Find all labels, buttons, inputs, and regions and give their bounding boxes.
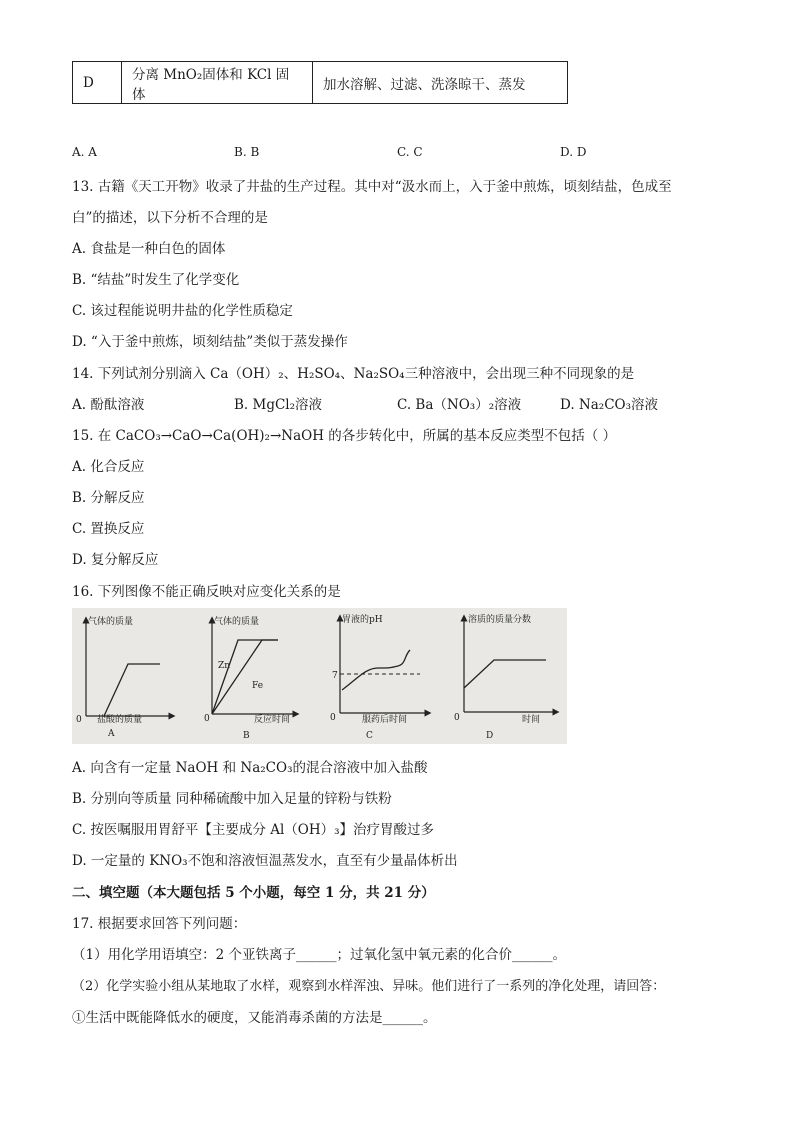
graph-d-ylabel: 溶质的质量分数 (468, 615, 532, 625)
graph-d (454, 613, 556, 741)
graph-c (330, 613, 428, 741)
graph-c-letter: C (366, 731, 373, 741)
graph-a-letter: A (108, 729, 115, 739)
graph-b-fe-label: Fe (252, 681, 264, 691)
q12-option-a[interactable]: A. A (72, 145, 97, 159)
section-2-heading: 二、填空题（本大题包括 5 个小题，每空 1 分，共 21 分） (72, 885, 435, 901)
q13-stem-line1: 13. 古籍《天工开物》收录了井盐的生产过程。其中对“汲水而上，入于釜中煎炼，顷刻结盐，色成至 (72, 179, 672, 195)
q16-option-c[interactable]: C. 按医嘱服用胃舒平【主要成分 Al（OH）₃】治疗胃酸过多 (72, 822, 435, 838)
graph-c-xlabel: 服药后时间 (362, 715, 408, 725)
graph-d-origin: 0 (454, 713, 460, 723)
graph-b-zn-label: Zn (218, 661, 231, 671)
q16-graphs-svg (72, 608, 567, 744)
q14-option-a[interactable]: A. 酚酞溶液 (72, 397, 145, 413)
q16-option-d[interactable]: D. 一定量的 KNO₃不饱和溶液恒温蒸发水，直至有少量晶体析出 (72, 853, 458, 869)
graph-d-letter: D (486, 731, 494, 741)
graph-c-ref-label: 7 (332, 671, 338, 681)
graph-c-curve (342, 650, 410, 690)
graph-b-origin: 0 (204, 714, 210, 724)
options-table (72, 61, 568, 104)
q13-option-d[interactable]: D. “入于釜中煎炼，顷刻结盐”类似于蒸发操作 (72, 334, 348, 350)
graph-d-xlabel: 时间 (522, 715, 541, 725)
q14-option-b[interactable]: B. MgCl₂溶液 (234, 397, 323, 413)
row-letter: D (73, 62, 122, 104)
row-task: 分离 MnO₂固体和 KCl 固体 (122, 62, 313, 104)
graph-d-curve (464, 660, 546, 688)
q12-option-b[interactable]: B. B (234, 145, 260, 159)
q15-option-b[interactable]: B. 分解反应 (72, 490, 145, 506)
graph-b-zn-curve (212, 640, 278, 714)
graph-b (204, 615, 296, 741)
q17-part2: （2）化学实验小组从某地取了水样，观察到水样浑浊、异味。他们进行了一系列的净化处理，请回答： (72, 979, 666, 994)
q17-stem: 17. 根据要求回答下列问题： (72, 916, 247, 932)
q14-option-d[interactable]: D. Na₂CO₃溶液 (560, 397, 659, 413)
q16-option-a[interactable]: A. 向含有一定量 NaOH 和 Na₂CO₃的混合溶液中加入盐酸 (72, 760, 428, 776)
q14-option-c[interactable]: C. Ba（NO₃）₂溶液 (397, 397, 522, 413)
q17-part1: （1）用化学用语填空：2 个亚铁离子______；过氧化氢中氧元素的化合价______。 (72, 947, 566, 963)
q15-option-c[interactable]: C. 置换反应 (72, 521, 145, 537)
q13-option-a[interactable]: A. 食盐是一种白色的固体 (72, 241, 226, 257)
graph-a-origin: 0 (76, 715, 82, 725)
q14-stem: 14. 下列试剂分别滴入 Ca（OH）₂、H₂SO₄、Na₂SO₄三种溶液中，会出现三种不同现象的是 (72, 366, 635, 382)
graph-b-ylabel: 气体的质量 (214, 617, 260, 627)
graph-c-ylabel: 胃液的pH (342, 615, 383, 625)
q12-option-d[interactable]: D. D (560, 145, 587, 159)
graph-b-letter: B (243, 731, 250, 741)
q15-option-d[interactable]: D. 复分解反应 (72, 552, 159, 568)
graph-a-ylabel: 气体的质量 (88, 617, 134, 627)
q13-option-b[interactable]: B. “结盐”时发生了化学变化 (72, 272, 240, 288)
table-row (73, 62, 568, 104)
q13-option-c[interactable]: C. 该过程能说明井盐的化学性质稳定 (72, 303, 293, 319)
q15-stem: 15. 在 CaCO₃→CaO→Ca(OH)₂→NaOH 的各步转化中，所属的基本反应类型不包括（ ） (72, 428, 617, 444)
graph-b-xlabel: 反应时间 (254, 715, 291, 725)
q16-option-b[interactable]: B. 分别向等质量 同种稀硫酸中加入足量的锌粉与铁粉 (72, 791, 392, 807)
q12-option-c[interactable]: C. C (397, 145, 423, 159)
graph-a-curve (104, 664, 160, 716)
graph-c-origin: 0 (330, 713, 336, 723)
q17-part2-sub1: ①生活中既能降低水的硬度，又能消毒杀菌的方法是______。 (72, 1010, 437, 1026)
q16-graphs-figure (72, 608, 567, 744)
q16-stem: 16. 下列图像不能正确反映对应变化关系的是 (72, 584, 341, 600)
graph-b-fe-curve (212, 640, 278, 714)
graph-a (76, 615, 172, 739)
row-method: 加水溶解、过滤、洗涤晾干、蒸发 (313, 62, 568, 104)
graph-a-xlabel: 盐酸的质量 (97, 715, 143, 725)
q15-option-a[interactable]: A. 化合反应 (72, 459, 145, 475)
q13-stem-line2: 白”的描述，以下分析不合理的是 (72, 210, 268, 226)
